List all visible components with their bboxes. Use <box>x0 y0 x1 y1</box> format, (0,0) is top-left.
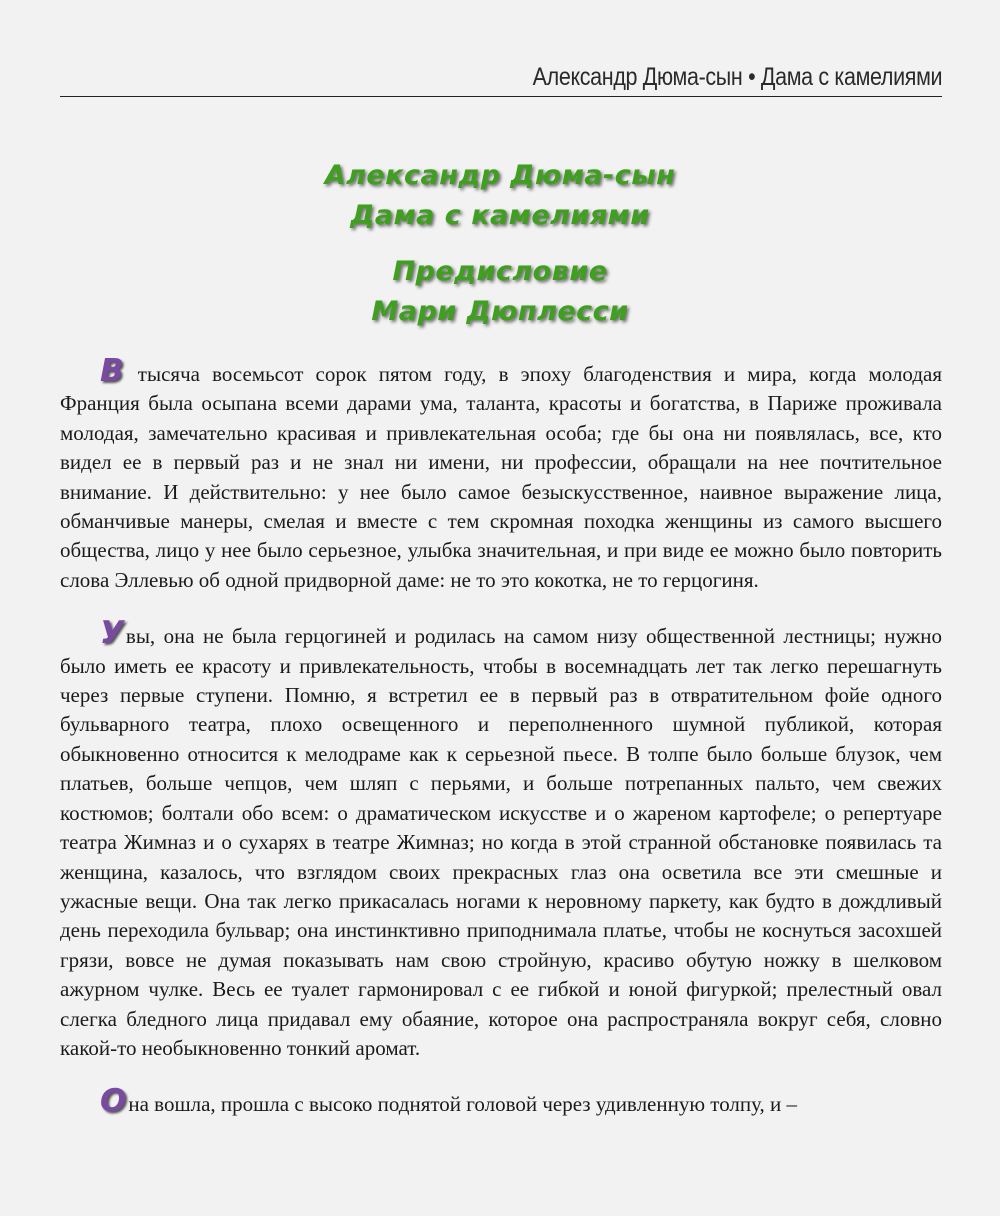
paragraph-text: вы, она не была герцогиней и родилась на самом низу общественной лестницы; нужно было иметь ее красоту и привлекательность, чтобы в восемнадцать лет так легко перешагнуть через первые ступени. Помню, я встретил ее в первый раз в отвратительном фойе одного бульварного театра, плохо освещенного и переполненного шумной публикой, которая обыкновенно относится к мелодраме как к серьезной пьесе. В толпе было больше блузок, чем платьев, больше чепцов, чем шляп с перьями, и больше потрепанных пальто, чем свежих костюмов; болтали обо всем: о драматическом искусстве и о жареном картофеле; о репертуаре театра Жимназ и о сухарях в театре Жимназ; но когда в этой странной обстановке появилась та женщина, казалось, что взглядом своих прекрасных глаз она осветила все эти смешные и ужасные вещи. Она так легко прикасалась ногами к неровному паркету, как будто в дождливый день переходила бульвар; она инстинктивно приподнимала платье, чтобы не коснуться засохшей грязи, вовсе не думая показывать нам свою стройную, красиво обутую ножку в шелковом ажурном чулке. Весь ее туалет гармонировал с ее гибкой и юной фигуркой; прелестный овал слегка бледного лица придавал ему обаяние, которое она распространяла вокруг себя, словно какой-то необыкновенно тонкий аромат. <box>60 624 942 1060</box>
body-text <box>60 353 942 1143</box>
paragraph <box>60 1083 942 1120</box>
subsection-title: Мари Дюплесси <box>371 296 629 327</box>
author-title: Александр Дюма-сын <box>324 160 676 191</box>
work-title: Дама с камелиями <box>350 200 650 231</box>
running-header <box>60 58 942 97</box>
drop-cap: О <box>100 1083 127 1120</box>
running-title: Александр Дюма-сын • Дама с камелиями <box>532 63 942 91</box>
paragraph <box>60 615 942 1063</box>
drop-cap: У <box>100 615 124 652</box>
paragraph-text: тысяча восемьсот сорок пятом году, в эпоху благоденствия и мира, когда молодая Франция была осыпана всеми дарами ума, таланта, красоты и богатства, в Париже проживала молодая, замечательно красивая и привлекательная особа; где бы она ни появлялась, все, кто видел ее в первый раз и не знал ни имени, ни профессии, обращали на нее почтительное внимание. И действительно: у нее было самое безыскусственное, наивное выражение лица, обманчивые манеры, смелая и вместе с тем скромная походка женщины из самого высшего общества, лицо у нее было серьезное, улыбка значительная, и при виде ее можно было повторить слова Эллевью об одной придворной даме: не то это кокотка, не то герцогиня. <box>60 362 942 592</box>
chapter-titles <box>0 156 1000 332</box>
paragraph <box>60 353 942 595</box>
paragraph-text: на вошла, прошла с высоко поднятой головой через удивленную толпу, и – <box>128 1092 798 1117</box>
section-title: Предисловие <box>392 256 608 287</box>
drop-cap: В <box>100 353 124 389</box>
